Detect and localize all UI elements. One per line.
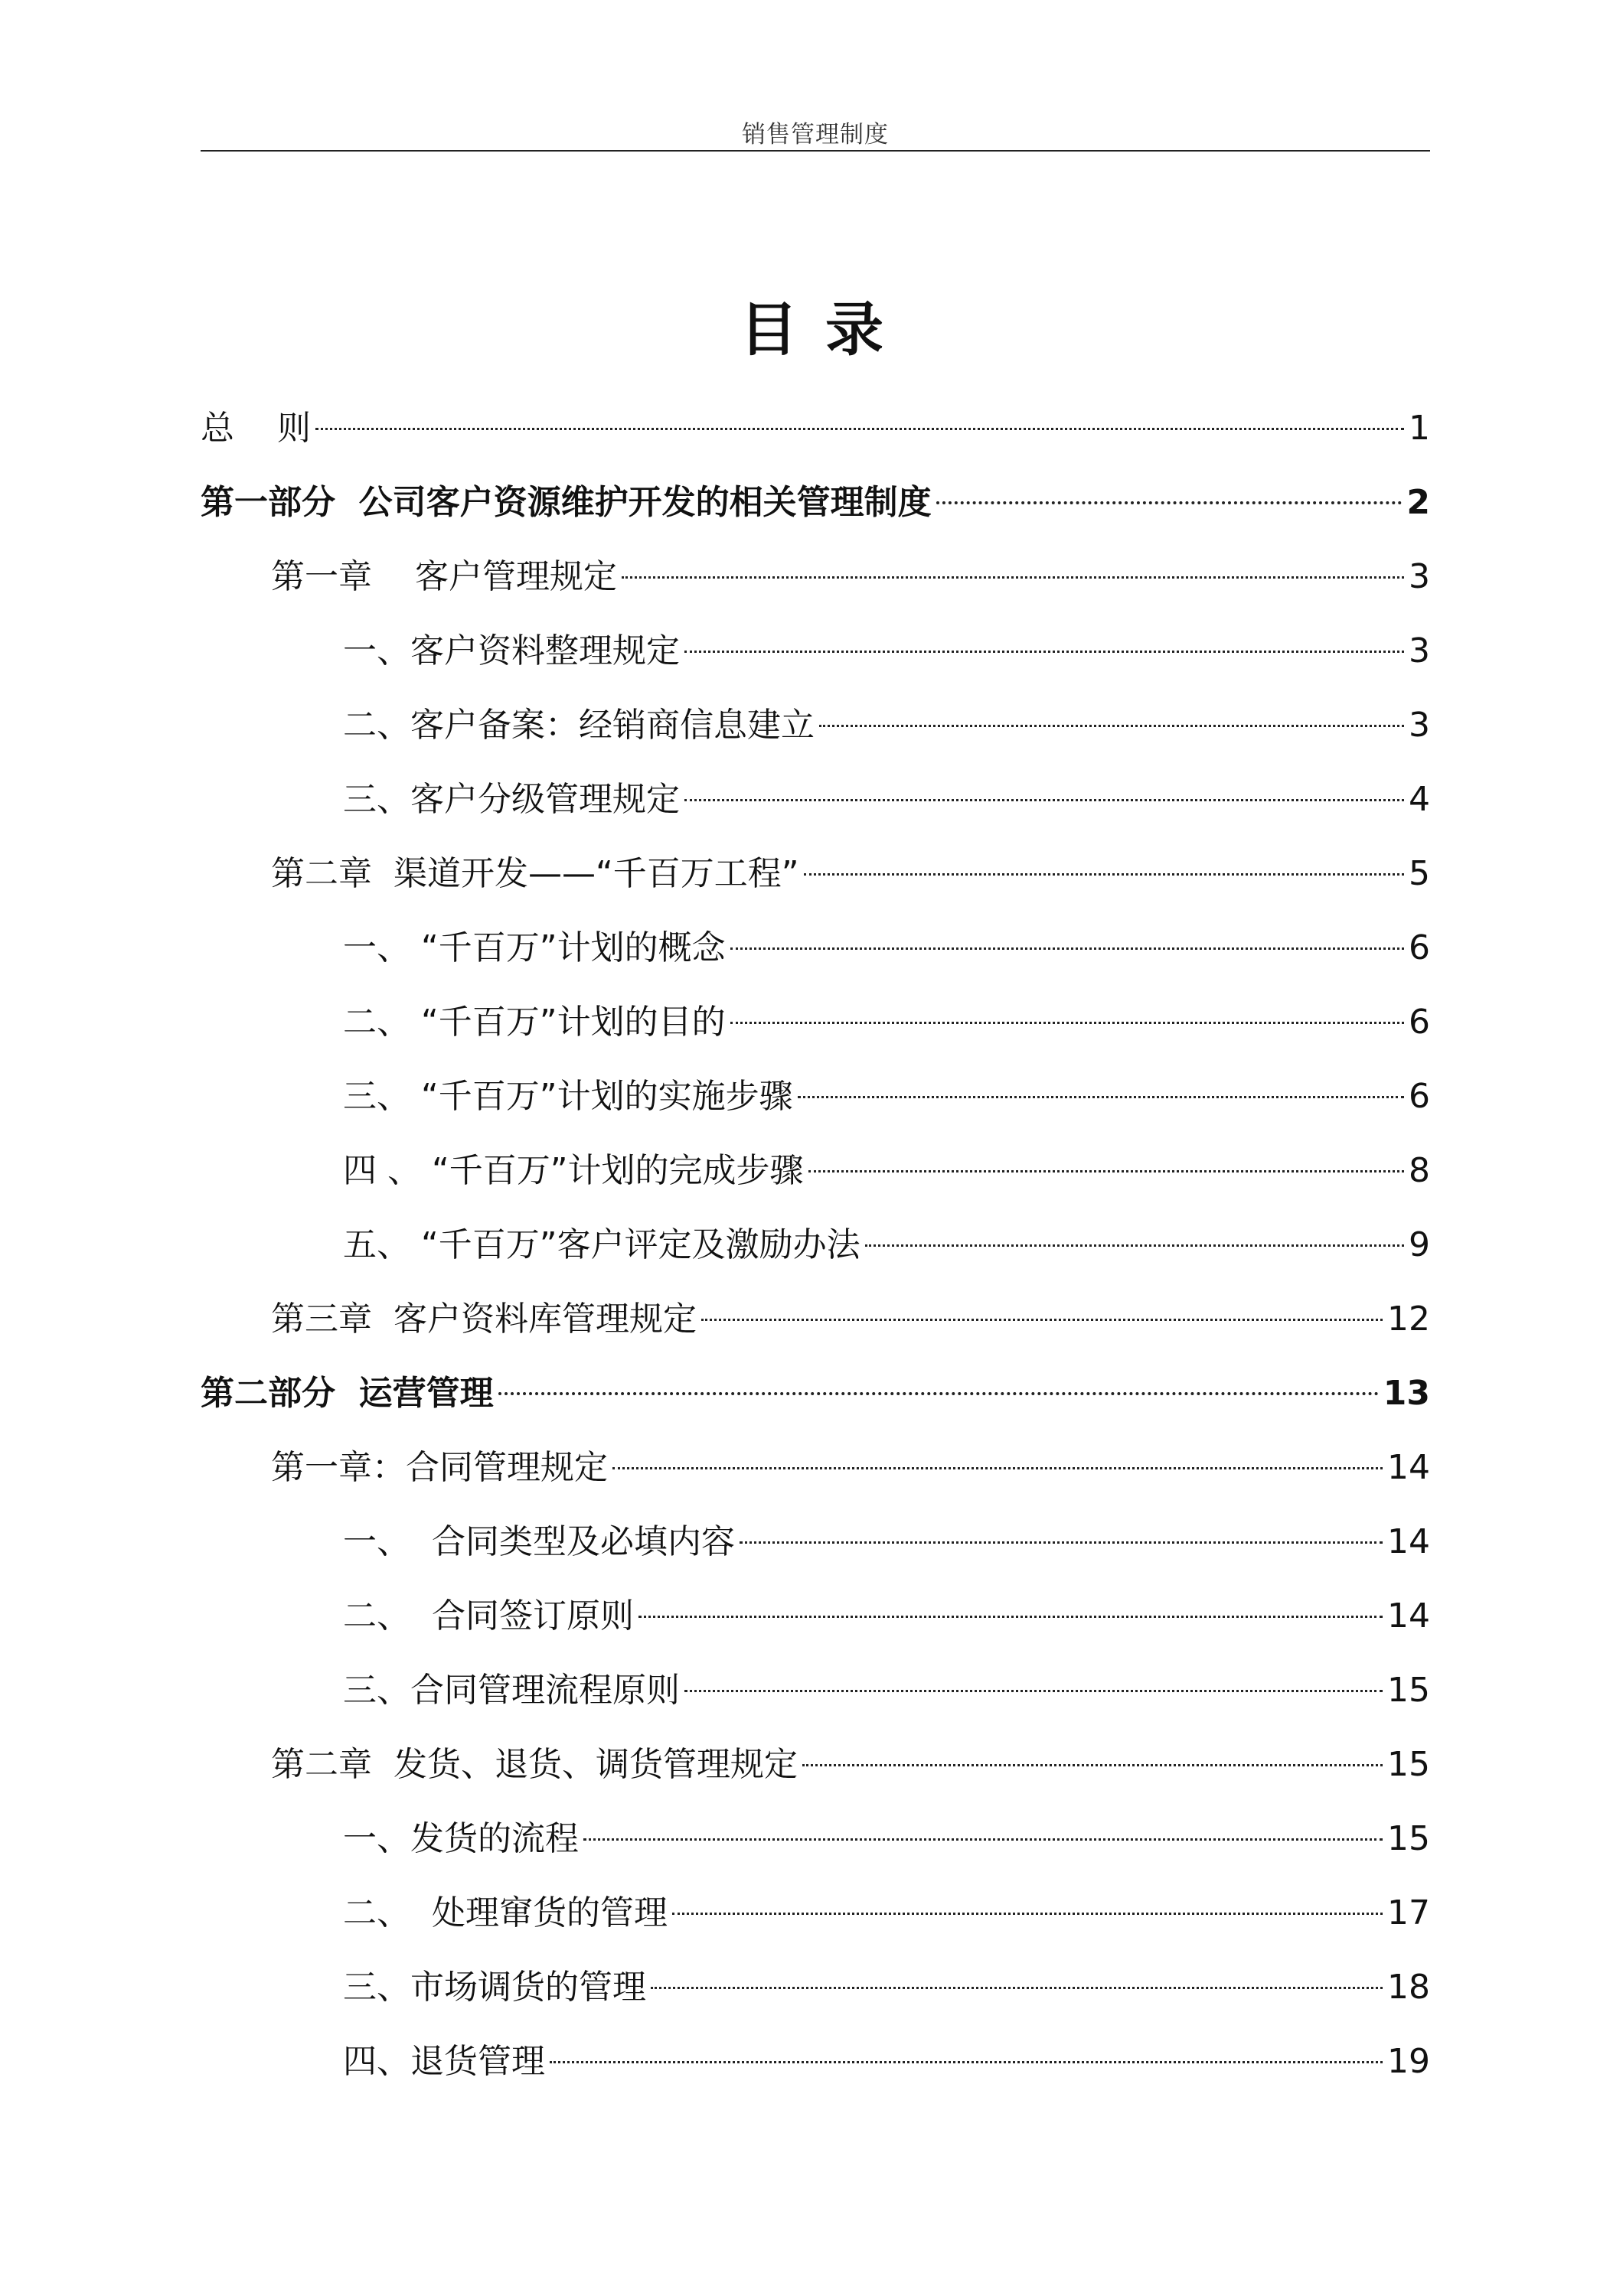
toc-page-number: 14 (1387, 1522, 1430, 1561)
toc-entry[interactable] (201, 1957, 1430, 2031)
toc-page-number: 5 (1409, 854, 1430, 893)
toc-entry[interactable] (201, 398, 1430, 472)
toc-dot-leader (583, 1838, 1383, 1841)
toc-dot-leader (730, 1022, 1404, 1024)
toc-page-number: 15 (1387, 1671, 1430, 1710)
toc-entry-text: 总 则 (201, 409, 311, 448)
toc-entry[interactable] (201, 1066, 1430, 1140)
toc-page-number: 14 (1387, 1448, 1430, 1487)
toc-entry-text: 第二章 发货、退货、调货管理规定 (271, 1745, 798, 1784)
toc-page-number: 3 (1409, 557, 1430, 596)
toc-page-number: 6 (1409, 1003, 1430, 1042)
toc-page-number: 19 (1387, 2042, 1430, 2081)
toc-title: 目录 (740, 295, 911, 364)
toc-entry-text: 三、市场调货的管理 (343, 1968, 646, 2007)
toc-page-number: 4 (1409, 780, 1430, 819)
toc-dot-leader (804, 873, 1404, 876)
toc-dot-leader (730, 947, 1404, 950)
toc-entry[interactable] (201, 1660, 1430, 1734)
toc-entry[interactable] (201, 843, 1430, 918)
toc-entry-text: 二、 “千百万”计划的目的 (343, 1003, 726, 1042)
toc-dot-leader (808, 1170, 1404, 1172)
toc-entry-text: 第三章 客户资料库管理规定 (271, 1300, 697, 1339)
toc-entry-text: 一、发货的流程 (343, 1819, 579, 1858)
toc-entry[interactable] (201, 695, 1430, 769)
toc-entry-text: 第一章 客户管理规定 (271, 557, 617, 596)
toc-page-number: 13 (1383, 1374, 1430, 1413)
toc-entry-text: 二、 合同签订原则 (343, 1596, 634, 1636)
toc-page-number: 9 (1409, 1225, 1430, 1264)
toc-entry-text: 一、 合同类型及必填内容 (343, 1522, 735, 1561)
toc-entry-text: 一、客户资料整理规定 (343, 631, 680, 670)
toc-page-number: 3 (1409, 631, 1430, 670)
running-header: 销售管理制度 (742, 121, 889, 148)
toc-dot-leader (802, 1764, 1383, 1766)
toc-entry-text: 第一部分 公司客户资源维护开发的相关管理制度 (201, 483, 932, 522)
toc-page-number: 14 (1387, 1596, 1430, 1636)
toc-entry[interactable] (201, 1215, 1430, 1289)
toc-entry[interactable] (201, 918, 1430, 992)
toc-entry[interactable] (201, 472, 1430, 546)
toc-entry[interactable] (201, 1883, 1430, 1957)
header-rule (201, 150, 1430, 152)
toc-entry-text: 三、客户分级管理规定 (343, 780, 680, 819)
toc-page-number: 12 (1387, 1300, 1430, 1339)
toc-entry[interactable] (201, 1734, 1430, 1808)
toc-dot-leader (498, 1392, 1379, 1395)
toc-entry-text: 四 、 “千百万”计划的完成步骤 (343, 1151, 804, 1190)
toc-entry-text: 一、 “千百万”计划的概念 (343, 928, 726, 967)
toc-entry-text: 四、退货管理 (343, 2042, 545, 2081)
toc-entry[interactable] (201, 1140, 1430, 1215)
toc-entry-text: 三、合同管理流程原则 (343, 1671, 680, 1710)
toc-entry[interactable] (201, 992, 1430, 1066)
toc-dot-leader (865, 1244, 1404, 1247)
toc-page-number: 2 (1406, 483, 1430, 522)
toc-dot-leader (936, 501, 1403, 504)
toc-entry[interactable] (201, 546, 1430, 621)
toc-entry[interactable] (201, 621, 1430, 695)
toc-page-number: 6 (1409, 1077, 1430, 1116)
toc-entry[interactable] (201, 1586, 1430, 1660)
toc-dot-leader (684, 651, 1404, 653)
toc-page-number: 3 (1409, 706, 1430, 745)
toc-page-number: 15 (1387, 1745, 1430, 1784)
toc-page-number: 1 (1409, 409, 1430, 448)
toc-dot-leader (798, 1096, 1404, 1098)
toc-page-number: 15 (1387, 1819, 1430, 1858)
toc-page-number: 18 (1387, 1968, 1430, 2007)
toc-dot-leader (638, 1616, 1383, 1618)
toc-dot-leader (740, 1541, 1383, 1544)
toc-dot-leader (315, 428, 1404, 430)
toc-entry-text: 第二章 渠道开发——“千百万工程” (271, 854, 799, 893)
toc-entry[interactable] (201, 1437, 1430, 1512)
toc-entry-text: 二、客户备案：经销商信息建立 (343, 706, 815, 745)
toc-entry[interactable] (201, 1289, 1430, 1363)
toc-entry[interactable] (201, 1363, 1430, 1437)
toc-entry-text: 三、 “千百万”计划的实施步骤 (343, 1077, 793, 1116)
toc-dot-leader (622, 576, 1404, 579)
toc-page-number: 17 (1387, 1893, 1430, 1932)
toc-entry-text: 二、 处理窜货的管理 (343, 1893, 668, 1932)
toc-page-number: 6 (1409, 928, 1430, 967)
toc-dot-leader (651, 1987, 1383, 1989)
toc-entry[interactable] (201, 2031, 1430, 2105)
toc-dot-leader (819, 725, 1404, 727)
toc-entry-text: 第二部分 运营管理 (201, 1374, 494, 1413)
toc-entry-text: 五、 “千百万”客户评定及激励办法 (343, 1225, 860, 1264)
toc-dot-leader (550, 2061, 1383, 2063)
toc-dot-leader (701, 1319, 1383, 1321)
toc-entry[interactable] (201, 769, 1430, 843)
toc-dot-leader (612, 1467, 1383, 1469)
toc-dot-leader (672, 1913, 1383, 1915)
toc-dot-leader (684, 799, 1404, 801)
toc-entry[interactable] (201, 1808, 1430, 1883)
toc-entry-text: 第一章：合同管理规定 (271, 1448, 608, 1487)
table-of-contents (201, 398, 1430, 2105)
toc-dot-leader (684, 1690, 1383, 1692)
toc-page-number: 8 (1409, 1151, 1430, 1190)
toc-entry[interactable] (201, 1512, 1430, 1586)
